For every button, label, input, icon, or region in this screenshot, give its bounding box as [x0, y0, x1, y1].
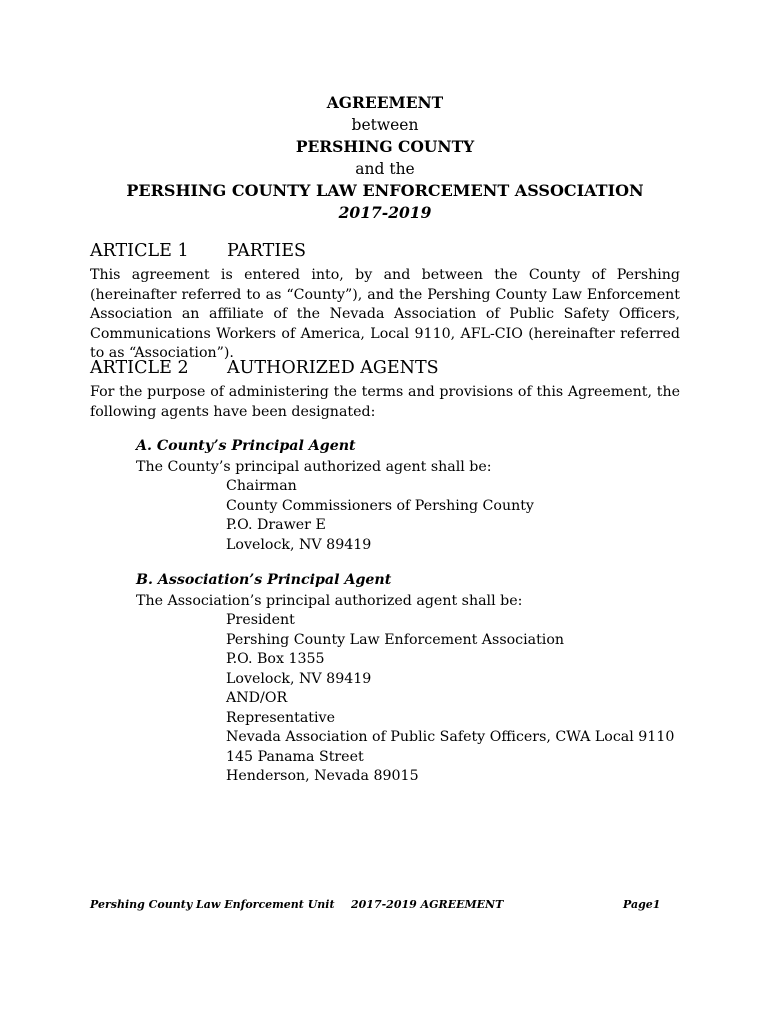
- title-block: [0, 92, 770, 224]
- title-association: PERSHING COUNTY LAW ENFORCEMENT ASSOCIATION: [126, 181, 644, 200]
- address-line: Nevada Association of Public Safety Officers, CWA Local 9110: [226, 729, 675, 745]
- article-1-number: ARTICLE 1: [90, 241, 189, 261]
- address-line: Henderson, Nevada 89015: [226, 768, 419, 784]
- address-line: Chairman: [226, 478, 297, 494]
- address-line: County Commissioners of Pershing County: [226, 497, 534, 514]
- article-2-heading: [90, 356, 439, 380]
- article-2-title: AUTHORIZED AGENTS: [227, 358, 439, 378]
- address-line: President: [226, 612, 295, 628]
- footer-agreement: 2017-2019 AGREEMENT: [351, 898, 504, 911]
- article-1-text: This agreement is entered into, by and between the County of Pershing (hereinafter referred to as “County”), and the Pershing County Law Enforcement Association an affiliate of the Nevada Association of Public Safety Officers, Communications Workers of America, Local 9110, AFL-CIO (hereinafter referred to as “Association”).: [90, 267, 680, 361]
- article-2-number: ARTICLE 2: [90, 358, 189, 378]
- section-a-heading: A. County’s Principal Agent: [136, 438, 356, 454]
- footer-page: [623, 898, 660, 912]
- article-2-text: For the purpose of administering the terms and provisions of this Agreement, the following agents have been designated:: [90, 384, 680, 420]
- address-line: P.O. Box 1355: [226, 651, 325, 667]
- footer-page-number: 1: [652, 898, 661, 911]
- title-years: 2017-2019: [338, 203, 432, 222]
- section-a-address: [226, 477, 534, 555]
- title-agreement: AGREEMENT: [326, 93, 444, 112]
- address-line: P.O. Drawer E: [226, 517, 326, 533]
- title-between: between: [351, 116, 419, 134]
- footer-unit: Pershing County Law Enforcement Unit: [90, 898, 335, 911]
- section-a-intro: The County’s principal authorized agent shall be:: [136, 459, 492, 475]
- section-b-intro: The Association’s principal authorized agent shall be:: [136, 593, 523, 609]
- address-line: Representative: [226, 709, 335, 726]
- address-line: Pershing County Law Enforcement Association: [226, 631, 565, 648]
- title-county: PERSHING COUNTY: [295, 137, 475, 156]
- article-1-title: PARTIES: [227, 241, 307, 261]
- address-line: Lovelock, NV 89419: [226, 670, 372, 687]
- address-line: AND/OR: [226, 690, 288, 706]
- title-and-the: and the: [355, 160, 415, 178]
- article-1-heading: [90, 239, 306, 263]
- section-b-heading: B. Association’s Principal Agent: [136, 572, 392, 588]
- section-b-address: [226, 611, 674, 787]
- footer-page-label: Page: [623, 898, 653, 911]
- address-line: Lovelock, NV 89419: [226, 536, 372, 553]
- address-line: 145 Panama Street: [226, 748, 364, 765]
